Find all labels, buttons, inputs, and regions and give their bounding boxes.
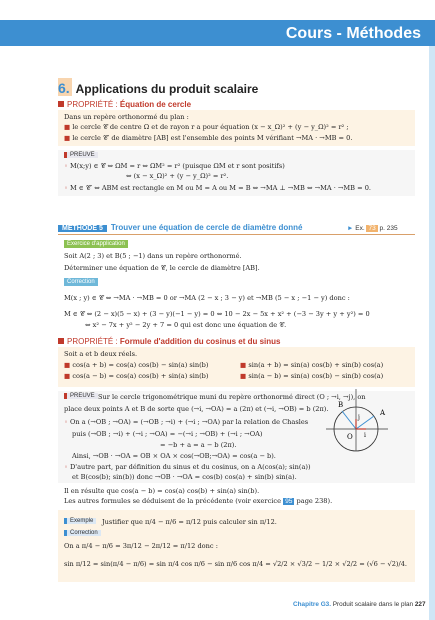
exercise-reference[interactable]: ► Ex. 73 p. 235 bbox=[347, 225, 398, 232]
preuve1-line2: ⇔ (x − x_Ω)² + (y − y_Ω)² = r². bbox=[126, 172, 229, 180]
label-A: A bbox=[380, 409, 386, 417]
preuve2-line3: ◦ On a (→OB ; →OA) = (→OB ; →i) + (→i ; →OA) par la relation de Chasles bbox=[64, 418, 309, 426]
footer-title: Produit scalaire dans le plan bbox=[332, 601, 414, 608]
right-strip bbox=[429, 20, 435, 620]
prop2-sin-plus: ■ sin(a + b) = sin(a) cos(b) + sin(b) cos(a) bbox=[240, 361, 384, 369]
prop2-sin-minus: ■ sin(a − b) = sin(a) cos(b) − sin(b) cos(a) bbox=[240, 372, 384, 380]
exemple-correction-tag: Correction bbox=[64, 530, 101, 536]
exercise-line2: Déterminer une équation de 𝒞, le cercle de diamètre [AB]. bbox=[64, 264, 260, 272]
prop1-intro: Dans un repère orthonormé du plan : bbox=[64, 113, 189, 121]
property-heading-1: PROPRIÉTÉ : Équation de cercle bbox=[58, 100, 191, 109]
footer-chapter: Chapitre G3. bbox=[293, 601, 331, 608]
exercise-tag: Exercice d'application bbox=[64, 240, 128, 248]
exercise-95-badge[interactable]: 95 bbox=[285, 498, 293, 505]
correction1-line3: ⇔ x² − 7x + y² − 2y + 7 = 0 qui est donc une équation de 𝒞. bbox=[85, 321, 287, 329]
correction1-line1: M(x ; y) ∈ 𝒞 ⇔ →MA · →MB = 0 or →MA (2 − x ; 3 − y) et →MB (5 − x ; −1 − y) donc : bbox=[64, 294, 350, 302]
prop2-cos-minus: ■ cos(a − b) = cos(a) cos(b) + sin(a) sin(b) bbox=[64, 372, 209, 380]
preuve-tag-1: PREUVE bbox=[64, 152, 98, 158]
preuve2-line4: puis (→OB ; →i) + (→i ; →OA) = −(→i ; →OB) + (→i ; →OA) bbox=[72, 430, 263, 438]
prop1-line1: ■ le cercle 𝒞 de centre Ω et de rayon r a pour équation (x − x_Ω)² + (y − y_Ω)² = r² ; bbox=[64, 123, 349, 131]
preuve2-line5: = −b + a = a − b (2π). bbox=[160, 441, 237, 449]
header-bar bbox=[0, 20, 435, 46]
prop1-line2: ■ le cercle 𝒞′ de diamètre [AB] est l'ensemble des points M vérifiant →MA · →MB = 0. bbox=[64, 134, 353, 142]
label-i: i bbox=[364, 432, 366, 439]
preuve1-line1: ◦ M(x;y) ∈ 𝒞 ⇔ ΩM = r ⇔ ΩM² = r² (puisque ΩM et r sont positifs) bbox=[64, 162, 285, 170]
methode-title: Trouver une équation de cercle de diamètre donné bbox=[110, 223, 303, 232]
correction-tag-1: Correction bbox=[64, 278, 98, 286]
methode-label: MÉTHODE 5 bbox=[58, 225, 107, 232]
preuve1-line3: ◦ M ∈ 𝒞′ ⇔ ABM est rectangle en M ou M = A ou M = B ⇔ →MA ⊥ →MB ⇔ →MA · →MB = 0. bbox=[64, 184, 372, 192]
header-title: Cours - Méthodes bbox=[285, 25, 421, 42]
property-square-icon bbox=[58, 338, 64, 344]
exemple-text: Justifier que π/4 − π/6 = π/12 puis calculer sin π/12. bbox=[102, 518, 277, 526]
left-strip bbox=[0, 20, 6, 620]
page-number: 227 bbox=[414, 601, 426, 608]
preuve-tag-2: PREUVE bbox=[64, 393, 98, 399]
section-title: Applications du produit scalaire bbox=[75, 82, 259, 96]
property-heading-2: PROPRIÉTÉ : Formule d'addition du cosinus et du sinus bbox=[58, 337, 281, 346]
preuve2-line9: Il en résulte que cos(a − b) = cos(a) cos(b) + sin(a) sin(b). bbox=[64, 487, 260, 495]
exemple-line1: On a π/4 − π/6 = 3π/12 − 2π/12 = π/12 donc : bbox=[64, 542, 218, 550]
section-number: 6. bbox=[58, 80, 70, 96]
prop2-intro: Soit a et b deux réels. bbox=[64, 350, 138, 358]
methode-underline bbox=[58, 234, 415, 235]
preuve2-line7: ◦ D'autre part, par définition du sinus et du cosinus, on a A(cos(a); sin(a)) bbox=[64, 463, 311, 471]
preuve2-line10: Les autres formules se déduisent de la précédente (voir exercice 95 page 238). bbox=[64, 497, 333, 505]
preuve2-line6: Ainsi, →OB · →OA = OB × OA × cos(→OB;→OA) = cos(a − b). bbox=[72, 452, 276, 460]
exercise-number-badge[interactable]: 73 bbox=[368, 225, 376, 232]
page-footer bbox=[293, 601, 426, 608]
label-B: B bbox=[338, 401, 344, 409]
section-heading bbox=[58, 80, 258, 96]
exercise-line1: Soit A(2 ; 3) et B(5 ; −1) dans un repère orthonormé. bbox=[64, 252, 242, 260]
prop2-cos-plus: ■ cos(a + b) = cos(a) cos(b) − sin(a) sin(b) bbox=[64, 361, 209, 369]
label-j: j bbox=[358, 414, 360, 421]
trig-circle-figure bbox=[322, 385, 392, 455]
vector-OB bbox=[342, 411, 356, 429]
preuve2-line1: Sur le cercle trigonométrique muni du repère orthonormé direct (O ; →i, →j), on bbox=[98, 393, 366, 401]
exemple-line2: sin π/12 = sin(π/4 − π/6) = sin π/4 cos π/6 − sin π/6 cos π/4 = √2/2 × √3/2 − 1/2 × √2/2 = (√6 − √2)/4. bbox=[64, 560, 407, 568]
property-square-icon bbox=[58, 101, 64, 107]
exemple-tag: Exemple bbox=[64, 518, 96, 524]
label-O: O bbox=[347, 433, 353, 441]
preuve2-line8: et B(cos(b); sin(b)) donc →OB · →OA = cos(b) cos(a) + sin(b) sin(a). bbox=[72, 473, 297, 481]
preuve2-line2: place deux points A et B de sorte que (→i, →OA) = a (2π) et (→i, →OB) = b (2π). bbox=[64, 405, 329, 413]
correction1-line2: M ∈ 𝒞 ⇔ (2 − x)(5 − x) + (3 − y)(−1 − y) = 0 ⇔ 10 − 2x − 5x + x² + (−3 − 3y + y + y²) = 0 bbox=[64, 310, 370, 318]
